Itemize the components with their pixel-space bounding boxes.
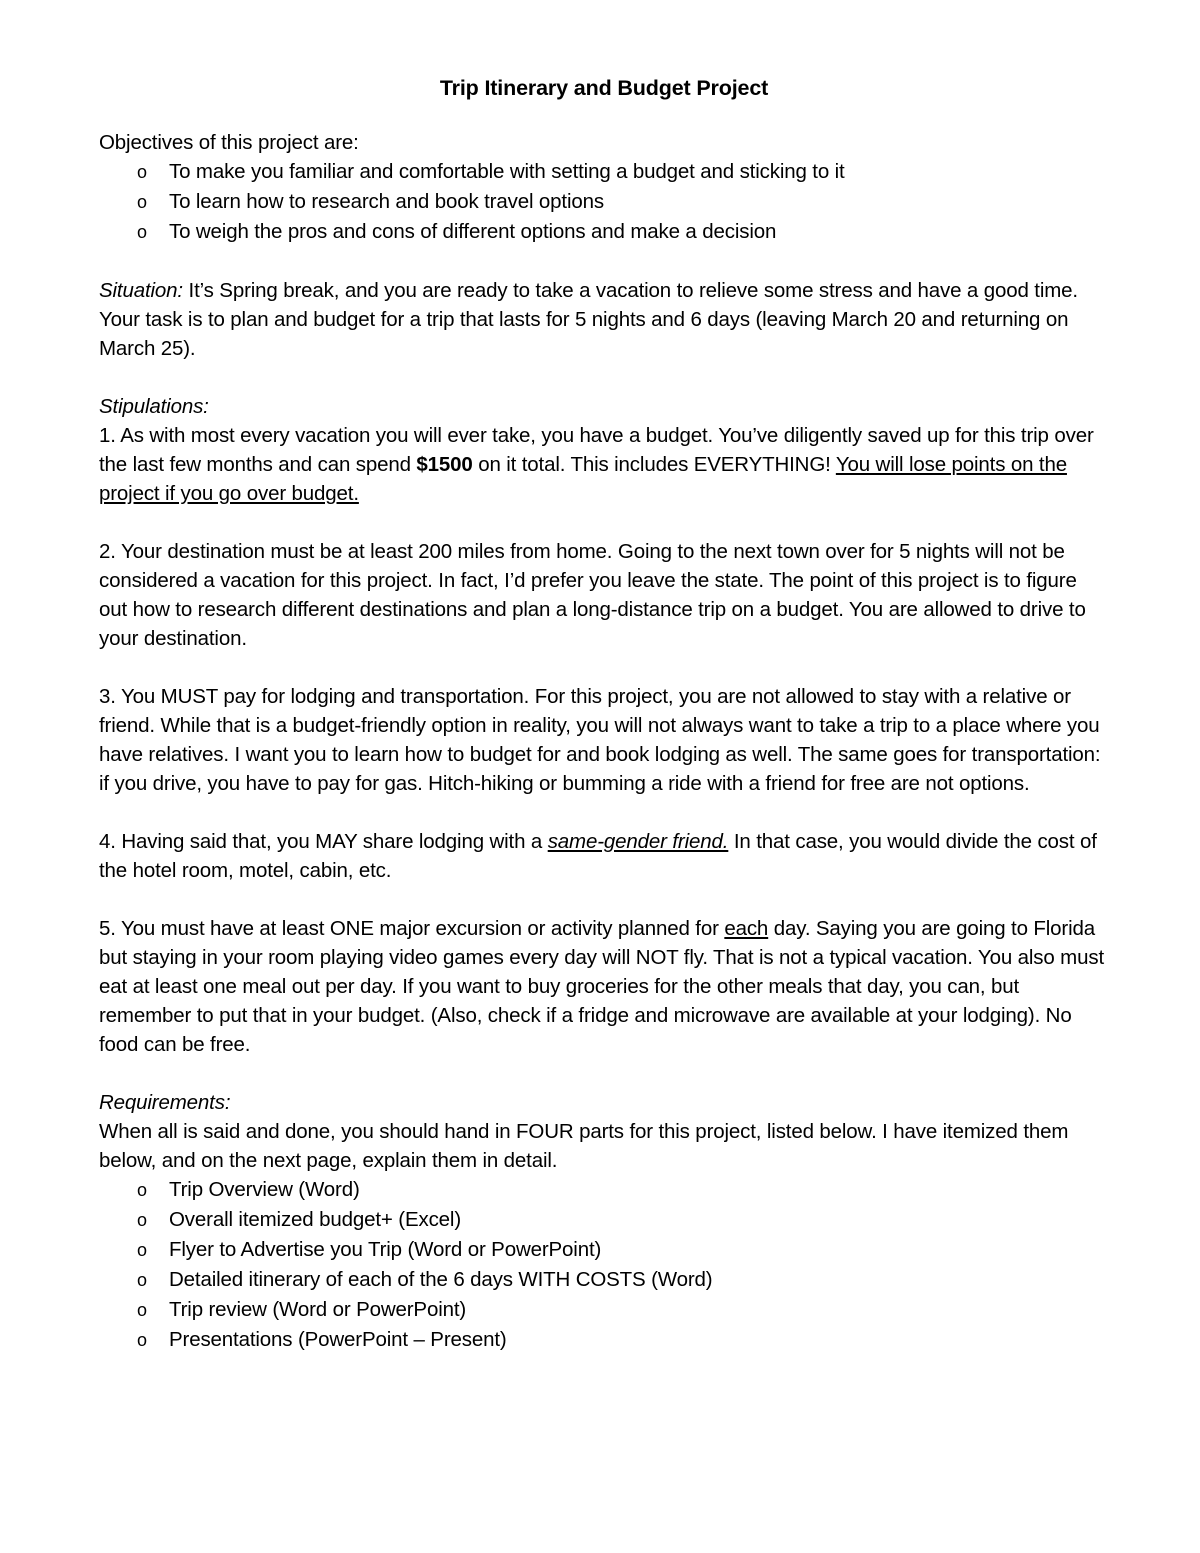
circle-bullet-icon: o [137, 1210, 147, 1230]
document-page [99, 72, 1109, 1355]
situation-paragraph [99, 276, 1109, 363]
stipulation-4: 4. Having said that, you MAY share lodging with a same-gender friend. In that case, you would divide the cost of the hotel room, motel, cabin, etc. [99, 830, 1097, 882]
requirements-list [99, 1175, 1109, 1355]
list-item: o To learn how to research and book travel options [99, 187, 1109, 217]
circle-bullet-icon: o [137, 192, 147, 212]
stipulation-1: 1. As with most every vacation you will ever take, you have a budget. You’ve diligently saved up for this trip over the last few months and can spend $1500 on it total. This includes EVERYTHING! You will lose points on the project if you go over budget. [99, 424, 1094, 505]
circle-bullet-icon: o [137, 1270, 147, 1290]
list-item: o Overall itemized budget+ (Excel) [99, 1205, 1109, 1235]
list-item: o Presentations (PowerPoint – Present) [99, 1325, 1109, 1355]
stipulation-2: 2. Your destination must be at least 200 miles from home. Going to the next town over for 5 nights will not be considered a vacation for this project. In fact, I’d prefer you leave the state. The point of this project is to figure out how to research different destinations and plan a long-distance trip on a budget. You are allowed to drive to your destination. [99, 540, 1086, 650]
circle-bullet-icon: o [137, 1180, 147, 1200]
list-item: o Detailed itinerary of each of the 6 days WITH COSTS (Word) [99, 1265, 1109, 1295]
circle-bullet-icon: o [137, 222, 147, 242]
list-item: o To weigh the pros and cons of different options and make a decision [99, 217, 1109, 247]
circle-bullet-icon: o [137, 1330, 147, 1350]
each-emphasis: each [724, 917, 769, 940]
requirements-heading: Requirements: [99, 1091, 231, 1114]
objectives-intro: Objectives of this project are: [99, 131, 359, 154]
list-item: o Trip review (Word or PowerPoint) [99, 1295, 1109, 1325]
stipulation-3: 3. You MUST pay for lodging and transportation. For this project, you are not allowed to stay with a relative or friend. While that is a budget-friendly option in reality, you will not always want to take a trip to a place where you have relatives. I want you to learn how to budget for and book lodging as well. The same goes for transportation: if you drive, you have to pay for gas. Hitch-hiking or bumming a ride with a friend for free are not options. [99, 685, 1101, 795]
circle-bullet-icon: o [137, 1300, 147, 1320]
same-gender-friend-emphasis: same-gender friend. [547, 830, 729, 853]
circle-bullet-icon: o [137, 1240, 147, 1260]
budget-amount: $1500 [416, 453, 473, 476]
situation-text: It’s Spring break, and you are ready to take a vacation to relieve some stress and have a good time. Your task is to plan and budget for a trip that lasts for 5 nights and 6 days (leaving March 20 and returning on March 25). [99, 279, 1078, 360]
situation-label: Situation: [99, 279, 183, 302]
circle-bullet-icon: o [137, 162, 147, 182]
stipulations-heading: Stipulations: [99, 395, 209, 418]
requirements-text: When all is said and done, you should hand in FOUR parts for this project, listed below. I have itemized them below, and on the next page, explain them in detail. [99, 1120, 1069, 1172]
objectives-list [99, 157, 1109, 247]
over-budget-warning: You will lose points on the project if you go over budget. [99, 453, 1067, 505]
list-item: o To make you familiar and comfortable with setting a budget and sticking to it [99, 157, 1109, 187]
list-item: o Flyer to Advertise you Trip (Word or PowerPoint) [99, 1235, 1109, 1265]
stipulation-5: 5. You must have at least ONE major excursion or activity planned for each day. Saying you are going to Florida but staying in your room playing video games every day will NOT fly. That is not a typical vacation. You also must eat at least one meal out per day. If you want to buy groceries for the other meals that day, you can, but remember to put that in your budget. (Also, check if a fridge and microwave are available at your lodging). No food can be free. [99, 917, 1104, 1056]
list-item: o Trip Overview (Word) [99, 1175, 1109, 1205]
document-title: Trip Itinerary and Budget Project [439, 76, 769, 100]
